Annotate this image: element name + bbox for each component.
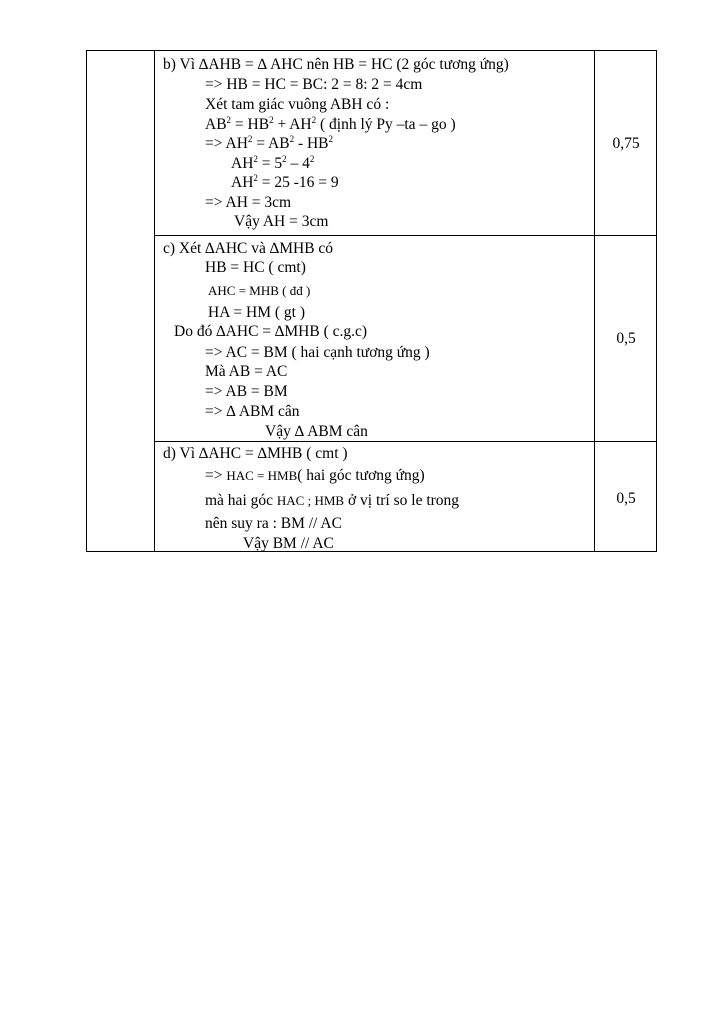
text-segment: => AH = 3cm xyxy=(205,194,292,211)
text-segment: d) Vì ∆AHC = ∆MHB ( cmt ) xyxy=(163,445,348,462)
text-segment: ( hai góc tương ứng) xyxy=(297,467,425,484)
superscript: 2 xyxy=(269,115,274,125)
text-segment: AH xyxy=(231,155,254,172)
text-line xyxy=(205,95,389,114)
text-line xyxy=(205,466,425,485)
angle-notation: HAC = HMB xyxy=(226,468,298,483)
text-segment: => AC = BM ( hai cạnh tương ứng ) xyxy=(205,344,430,361)
superscript: 2 xyxy=(311,115,317,125)
table-border-top xyxy=(86,50,657,51)
text-segment: c) Xét ∆AHC và ∆MHB có xyxy=(163,240,334,257)
table-border-right xyxy=(656,50,657,552)
text-line xyxy=(243,534,334,553)
column-divider-2 xyxy=(594,50,595,552)
text-line xyxy=(208,303,305,322)
text-segment: = HB xyxy=(231,116,270,133)
text-segment: b) Vì ∆AHB = ∆ AHC nên HB = HC (2 góc tương ứng) xyxy=(163,56,509,73)
text-line xyxy=(234,212,328,231)
text-line xyxy=(265,422,368,441)
text-segment: mà hai góc xyxy=(205,492,277,509)
text-segment: HB = HC ( cmt) xyxy=(205,259,306,276)
text-segment: AHC = MHB ( đđ ) xyxy=(208,283,311,298)
text-line xyxy=(205,75,422,94)
text-segment: AH xyxy=(231,174,254,191)
text-line xyxy=(163,55,509,74)
text-segment: = 25 -16 = 9 xyxy=(257,174,339,191)
text-segment: => HB = HC = BC: 2 = 8: 2 = 4cm xyxy=(205,76,423,93)
text-line xyxy=(163,239,333,258)
text-line xyxy=(208,281,310,300)
superscript: 2 xyxy=(282,154,287,164)
text-line xyxy=(205,362,287,381)
text-line xyxy=(205,402,300,421)
text-segment: - HB xyxy=(294,135,329,152)
text-line xyxy=(205,193,291,212)
text-segment: Xét tam giác vuông ABH có : xyxy=(205,96,390,113)
score-d: 0,5 xyxy=(616,490,636,507)
text-segment: = AB xyxy=(252,135,290,152)
text-segment: = 5 xyxy=(257,155,283,172)
score-c: 0,5 xyxy=(616,330,636,347)
text-segment: AB xyxy=(205,116,227,133)
angle-notation: HAC ; HMB xyxy=(276,493,345,508)
superscript: 2 xyxy=(253,154,258,164)
text-segment: ( định lý Py –ta – go ) xyxy=(316,116,456,133)
text-line xyxy=(205,382,288,401)
text-segment: Vậy ∆ ABM cân xyxy=(265,423,368,440)
column-divider-1 xyxy=(154,50,155,552)
table-border-bottom xyxy=(86,551,657,552)
text-line xyxy=(205,343,430,362)
text-line xyxy=(231,154,314,173)
text-segment: HA = HM ( gt ) xyxy=(208,304,306,321)
superscript: 2 xyxy=(253,173,258,183)
text-segment: Mà AB = AC xyxy=(205,363,288,380)
text-segment: => ∆ ABM cân xyxy=(205,403,300,420)
text-segment: Vậy AH = 3cm xyxy=(234,213,329,230)
score-b: 0,75 xyxy=(612,135,640,152)
text-segment: Vậy BM // AC xyxy=(243,535,334,552)
row-divider-1 xyxy=(154,235,657,236)
text-line xyxy=(205,514,342,533)
superscript: 2 xyxy=(226,115,232,125)
text-segment: + AH xyxy=(273,116,312,133)
text-segment: ở vị trí so le trong xyxy=(344,492,460,509)
text-line xyxy=(163,444,348,463)
text-line xyxy=(205,258,306,277)
text-segment: – 4 xyxy=(286,155,310,172)
text-line xyxy=(205,115,456,134)
text-line xyxy=(174,322,367,341)
text-segment: => AH xyxy=(205,135,248,152)
text-segment: => AB = BM xyxy=(205,383,288,400)
text-line xyxy=(231,173,339,192)
superscript: 2 xyxy=(247,134,253,144)
row-divider-2 xyxy=(154,441,657,442)
text-segment: Do đó ∆AHC = ∆MHB ( c.g.c) xyxy=(174,323,368,340)
table-border-left xyxy=(86,50,87,552)
text-segment: => xyxy=(205,467,227,484)
superscript: 2 xyxy=(328,134,334,144)
superscript: 2 xyxy=(309,154,315,164)
text-segment: nên suy ra : BM // AC xyxy=(205,515,342,532)
text-line xyxy=(205,134,333,153)
text-line xyxy=(205,491,459,510)
superscript: 2 xyxy=(289,134,295,144)
